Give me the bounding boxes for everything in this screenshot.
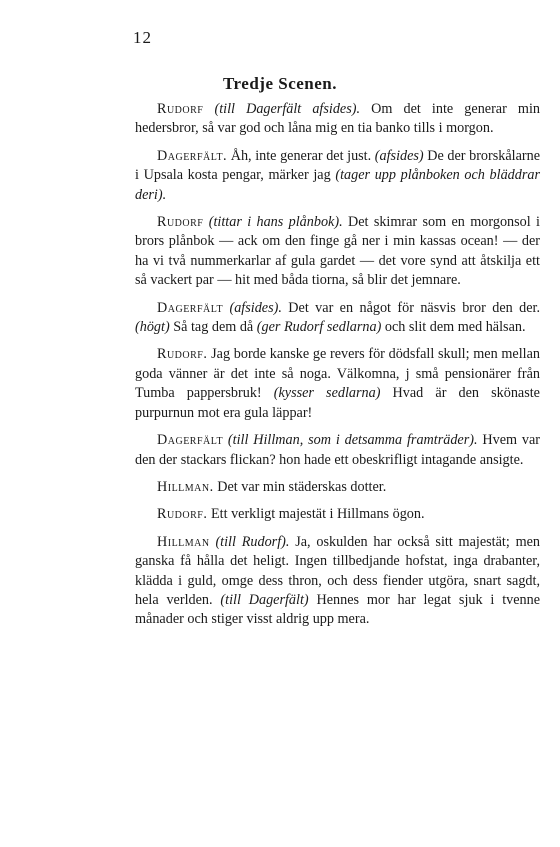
speech-text: Så tag dem då — [169, 319, 257, 336]
speech-text: Åh, inte generar det just. — [230, 147, 375, 164]
stage-direction: (till Rudorf). — [215, 533, 290, 550]
stage-direction: (till Dagerfält) — [220, 591, 309, 608]
speech-paragraph — [135, 533, 540, 630]
speech-text: Om det inte generar min hedersbror, så var god och låna mig en tia banko tills i morgon. — [135, 101, 540, 137]
speech-text: Hvad är den skönaste purpurnun mot era gula läppar! — [135, 385, 540, 421]
speaker-name: Rudorf — [157, 214, 204, 231]
speaker-name: Rudorf. — [157, 506, 208, 523]
stage-direction: (tager upp plånboken och bläddrar deri). — [135, 167, 540, 203]
speech-paragraph — [135, 505, 540, 524]
speech-text: Det var en något för näsvis bror den der. — [281, 299, 540, 316]
stage-direction: (afsides). — [229, 299, 282, 316]
speech-text: De der brorskålarne i Upsala kosta pengar, märker jag — [135, 147, 541, 184]
speech-text: Det var min städerskas dotter. — [217, 478, 387, 495]
speaker-name: Hillman — [157, 533, 210, 550]
speech-paragraph — [135, 431, 540, 470]
speech-paragraph — [135, 299, 540, 338]
speech-paragraph — [135, 345, 540, 423]
stage-direction: (afsides) — [374, 147, 424, 164]
speech-text: Det skimrar som en morgonsol i brors plånbok — ack om den finge gå ner i min kassas ocean! — der ha vi två nummerkarlar af gula gardet — det vore synd att åtskilja ett så vackert par — hit med båda tiorna, så blir det jemnare. — [135, 214, 540, 289]
speaker-name: Rudorf. — [157, 346, 208, 363]
stage-direction: (till Dagerfält afsides). — [214, 101, 361, 117]
speaker-name: Dagerfält. — [157, 147, 228, 164]
speech-text: Ett verkligt majestät i Hillmans ögon. — [210, 506, 425, 523]
stage-direction: (ger Rudorf sedlarna) — [256, 319, 382, 336]
speaker-name: Hillman. — [157, 478, 214, 495]
page-number: 12 — [133, 28, 152, 47]
speech-paragraph — [135, 100, 540, 139]
speaker-name: Rudorf — [157, 101, 204, 117]
stage-direction: (tittar i hans plånbok). — [208, 214, 343, 231]
speech-text: Jag borde kanske ge revers för dödsfall skull; men mellan goda vänner är det inte så noga. Välkomna, j små pensionärer från Tumba pappersbruk! — [135, 346, 541, 402]
speech-paragraph — [135, 213, 540, 291]
scene-title: Tredje Scenen. — [222, 74, 338, 93]
stage-direction: (högt) — [135, 319, 170, 336]
speaker-name: Dagerfält — [157, 299, 224, 316]
stage-direction: (kysser sedlarna) — [273, 385, 381, 402]
speech-text: Ja, oskulden har också sitt majestät; men ganska få hålla det heligt. Ingen tillbedjande hofstat, inga drabanter, klädda i guld, omge dess thron, och dess fiender utgöra, snart sagdt, hela verlden. — [135, 533, 540, 608]
speech-text: och slit dem med hälsan. — [381, 319, 526, 336]
speech-text: Hvem var den der stackars flickan? hon hade ett obeskrifligt intagande ansigte. — [135, 432, 540, 468]
speech-paragraph — [135, 147, 540, 205]
speech-text: Hennes mor har legat sjuk i tvenne månader och stiger visst aldrig upp mera. — [135, 591, 541, 628]
dialogue-text — [135, 100, 540, 638]
speaker-name: Dagerfält — [157, 432, 224, 449]
speech-paragraph — [135, 478, 540, 497]
stage-direction: (till Hillman, som i detsamma framträder). — [227, 432, 478, 449]
